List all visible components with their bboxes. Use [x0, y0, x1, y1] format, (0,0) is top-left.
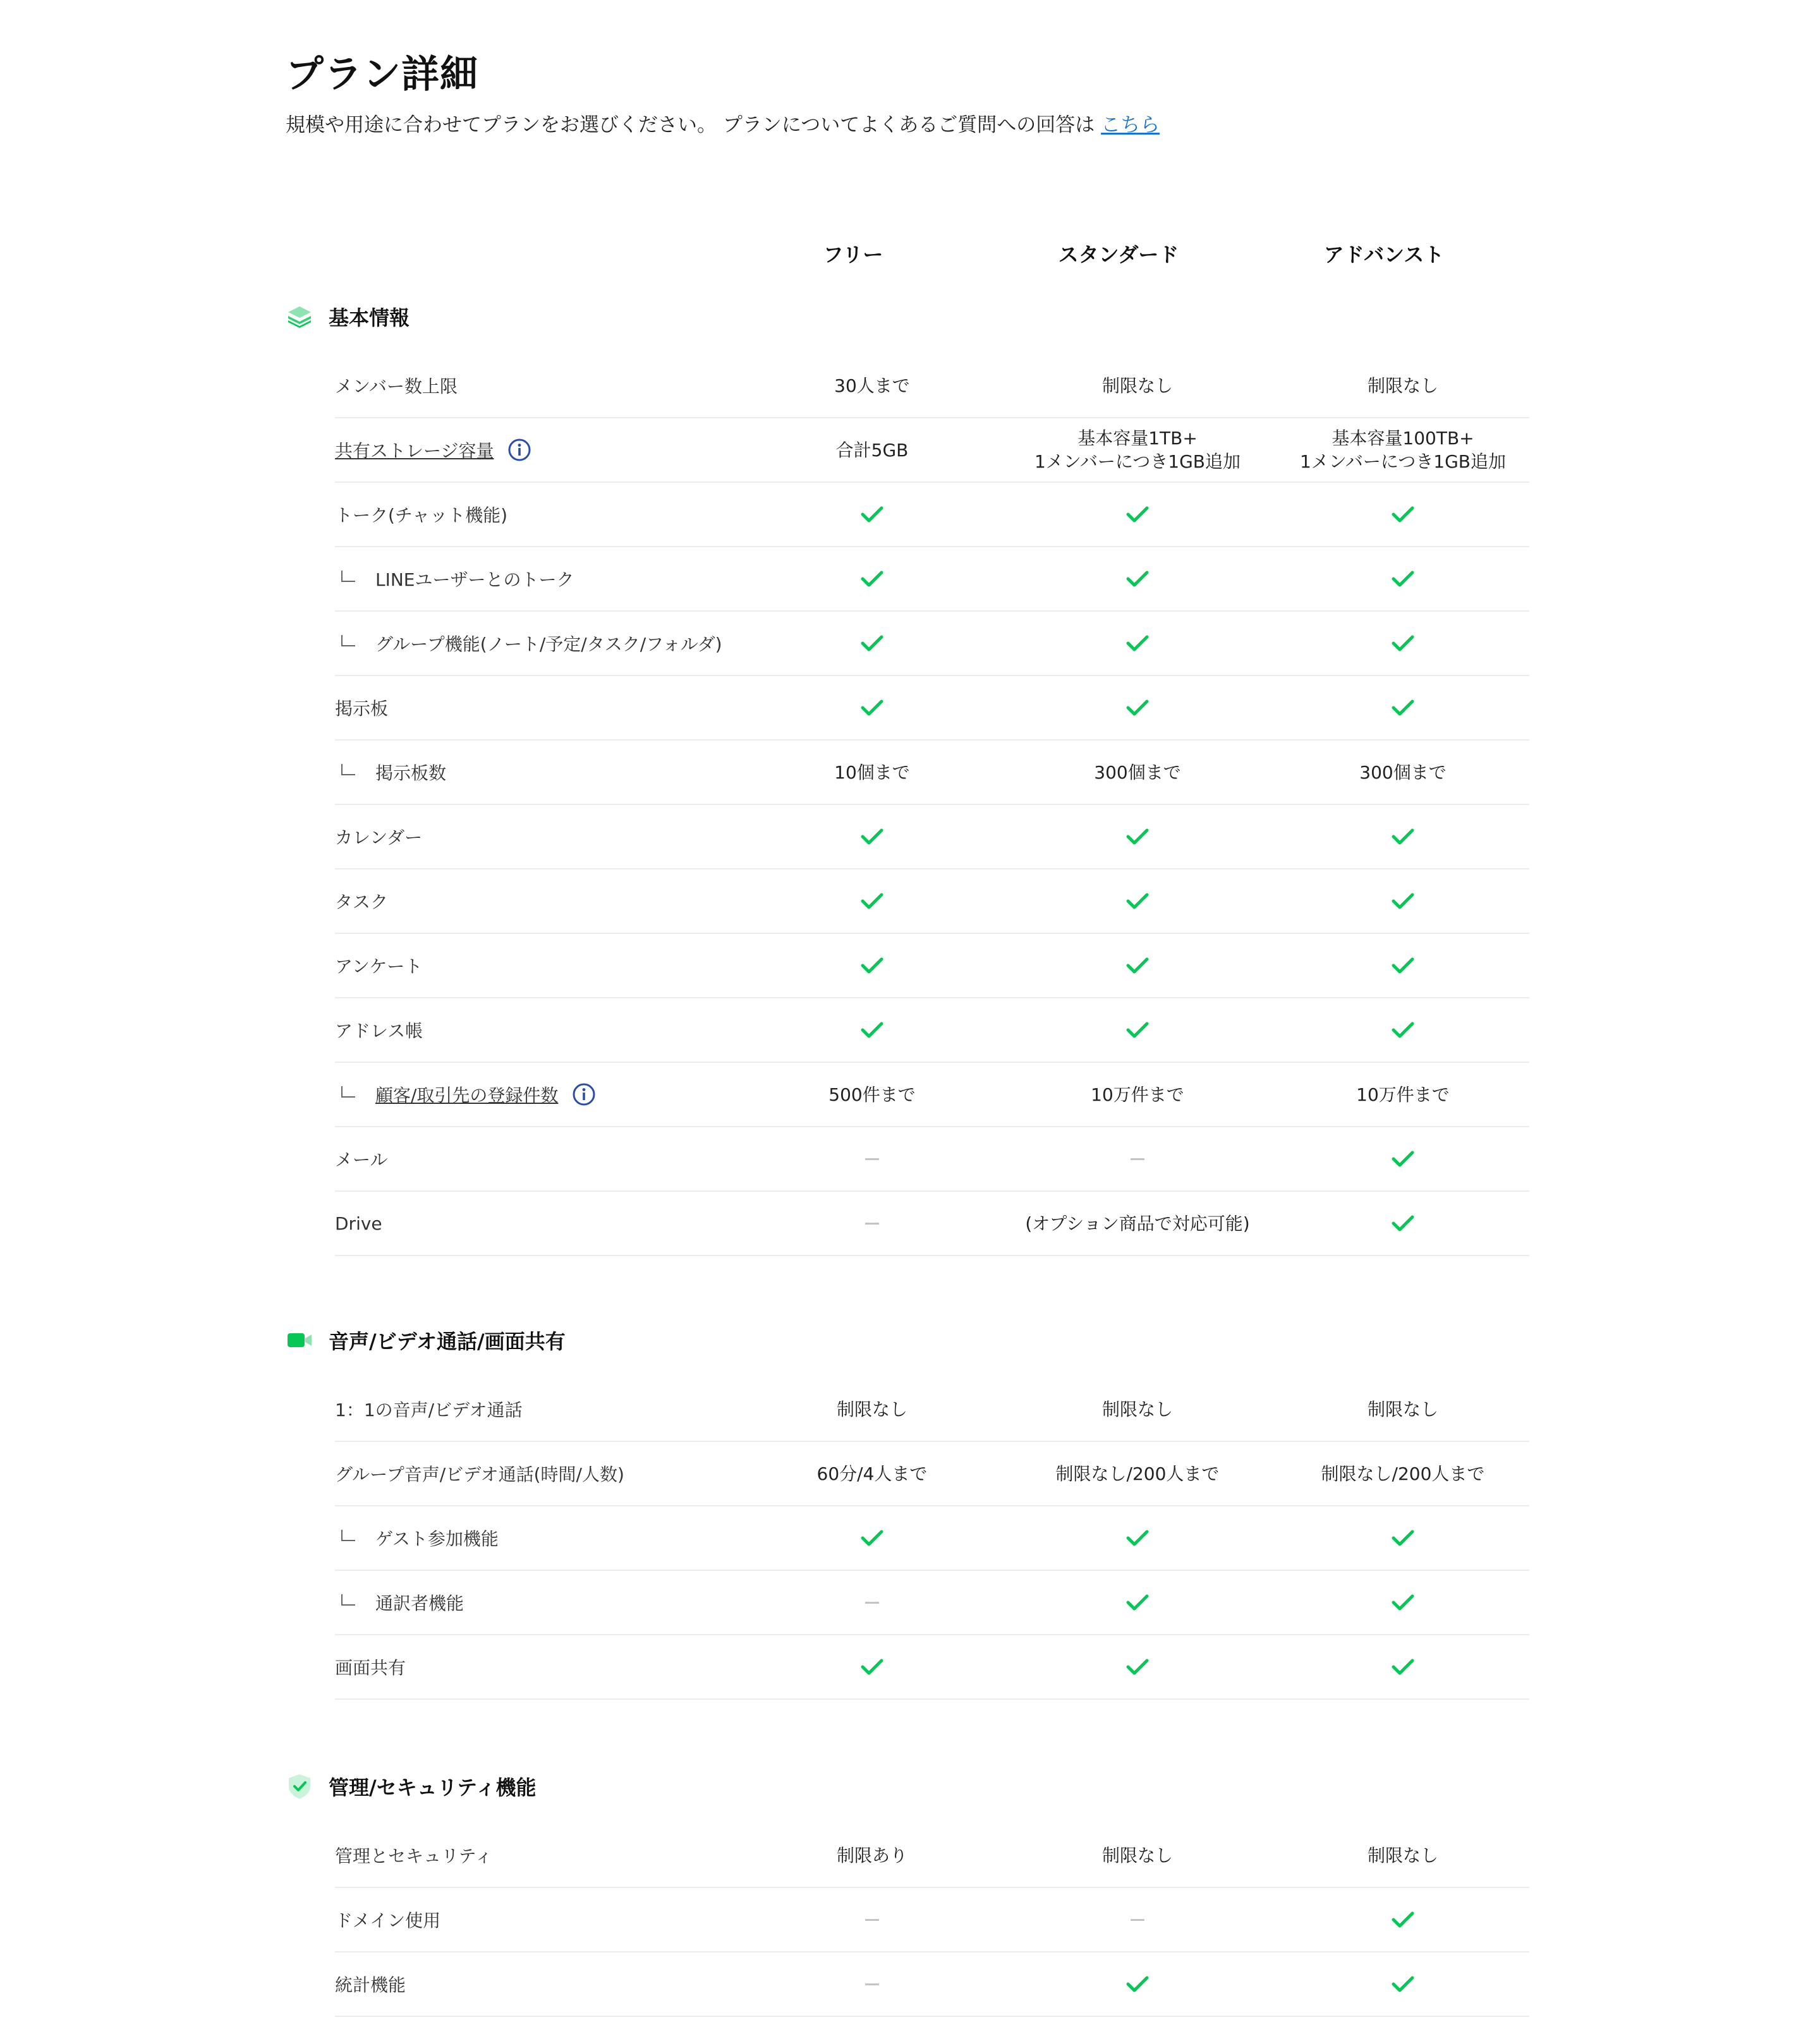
cell-standard — [1005, 354, 1270, 417]
cell-value: (オプション商品で対応可能) — [1025, 1213, 1250, 1234]
cell-value: 30人まで — [834, 375, 910, 396]
check-icon — [860, 827, 884, 846]
cell-value: 10万件まで — [1356, 1084, 1450, 1105]
check-icon — [860, 956, 884, 975]
cell-free — [739, 1824, 1005, 1887]
dash-icon — [865, 1158, 879, 1160]
feature-label — [335, 934, 422, 997]
table-row — [335, 1063, 1529, 1127]
feature-label-text: Drive — [335, 1213, 382, 1234]
info-icon[interactable] — [507, 438, 531, 462]
cell-standard — [1005, 483, 1270, 546]
feature-label — [335, 805, 422, 868]
sub-item-branch-icon — [341, 571, 355, 582]
dash-icon — [865, 1983, 879, 1985]
feature-label — [335, 1377, 523, 1441]
check-icon — [1391, 1975, 1415, 1994]
cell-free — [739, 418, 1005, 481]
cell-free — [739, 1377, 1005, 1441]
dash-icon — [1131, 1919, 1144, 1921]
cell-advanced — [1270, 418, 1536, 481]
feature-label — [335, 612, 722, 675]
cell-standard — [1005, 869, 1270, 933]
feature-label — [335, 1127, 387, 1190]
shield-check-icon — [286, 1772, 313, 1800]
table-row — [335, 676, 1529, 741]
feature-label-text: グループ機能(ノート/予定/タスク/フォルダ) — [375, 634, 722, 655]
check-icon — [1391, 892, 1415, 911]
cell-value: 制限なし — [1367, 1398, 1438, 1420]
cell-advanced — [1270, 1824, 1536, 1887]
cell-advanced — [1270, 483, 1536, 546]
feature-label[interactable] — [335, 418, 531, 481]
plan-header-free: フリー — [823, 243, 883, 267]
sub-item-branch-icon — [341, 1530, 355, 1541]
dash-icon — [865, 1602, 879, 1604]
check-icon — [1391, 634, 1415, 653]
cell-advanced — [1270, 869, 1536, 933]
dash-icon — [865, 1223, 879, 1225]
section-rows — [335, 1824, 1529, 2017]
cell-standard — [1005, 1063, 1270, 1126]
check-icon — [1391, 1149, 1415, 1168]
cell-standard — [1005, 1442, 1270, 1505]
feature-label-text: ゲスト参加機能 — [375, 1529, 499, 1549]
cell-standard — [1005, 1952, 1270, 2016]
cell-standard — [1005, 998, 1270, 1062]
feature-label — [335, 676, 388, 739]
table-row — [335, 1127, 1529, 1192]
table-row — [335, 998, 1529, 1063]
feature-label — [335, 547, 574, 610]
cell-standard — [1005, 676, 1270, 739]
dash-icon — [1131, 1158, 1144, 1160]
table-row — [335, 869, 1529, 934]
table-row — [335, 354, 1529, 418]
section-title-text: 基本情報 — [329, 306, 410, 330]
page-subtitle — [286, 109, 1160, 137]
check-icon — [1125, 1657, 1150, 1676]
cell-advanced — [1270, 1888, 1536, 1951]
cell-advanced — [1270, 1571, 1536, 1634]
cell-standard — [1005, 547, 1270, 610]
section-rows — [335, 354, 1529, 1256]
cell-standard — [1005, 1635, 1270, 1698]
layers-icon — [286, 303, 313, 330]
cell-value: 合計5GB — [835, 439, 909, 461]
section-rows — [335, 1377, 1529, 1700]
check-icon — [1391, 505, 1415, 524]
feature-label-text: カレンダー — [335, 827, 423, 848]
cell-free — [739, 869, 1005, 933]
cell-standard — [1005, 934, 1270, 997]
table-row — [335, 418, 1529, 483]
plan-header-standard: スタンダード — [1058, 243, 1179, 267]
section-title-text: 音声/ビデオ通話/画面共有 — [329, 1329, 566, 1353]
feature-label-text: 統計機能 — [335, 1975, 406, 1995]
cell-standard — [1005, 805, 1270, 868]
table-row — [335, 1824, 1529, 1888]
check-icon — [1391, 1593, 1415, 1612]
table-row — [335, 1192, 1529, 1256]
cell-free — [739, 934, 1005, 997]
cell-free — [739, 354, 1005, 417]
cell-value: 制限なし/200人まで — [1055, 1463, 1220, 1484]
cell-free — [739, 483, 1005, 546]
section-title-1 — [286, 302, 410, 331]
cell-value: 制限なし — [1101, 1844, 1173, 1866]
check-icon — [860, 1020, 884, 1039]
check-icon — [1391, 827, 1415, 846]
cell-free — [739, 1063, 1005, 1126]
feature-label-text: グループ音声/ビデオ通話(時間/人数) — [335, 1464, 624, 1485]
cell-standard — [1005, 1192, 1270, 1255]
cell-free — [739, 1952, 1005, 2016]
table-row — [335, 1952, 1529, 2017]
check-icon — [1391, 698, 1415, 717]
cell-free — [739, 998, 1005, 1062]
section-title-text: 管理/セキュリティ機能 — [329, 1776, 537, 1800]
cell-free — [739, 1192, 1005, 1255]
cell-advanced — [1270, 934, 1536, 997]
check-icon — [1125, 892, 1150, 911]
table-row — [335, 547, 1529, 612]
check-icon — [860, 1529, 884, 1547]
check-icon — [1125, 1020, 1150, 1039]
check-icon — [1391, 1657, 1415, 1676]
check-icon — [860, 569, 884, 588]
table-row — [335, 1635, 1529, 1700]
cell-value: 制限なし — [1101, 375, 1173, 396]
check-icon — [1125, 569, 1150, 588]
cell-advanced — [1270, 741, 1536, 804]
check-icon — [1125, 1593, 1150, 1612]
cell-value: 制限なし — [1101, 1398, 1173, 1420]
check-icon — [1125, 827, 1150, 846]
cell-value: 10個まで — [834, 761, 910, 783]
table-row — [335, 612, 1529, 676]
feature-label — [335, 998, 423, 1062]
check-icon — [1391, 1214, 1415, 1233]
cell-value: 60分/4人まで — [816, 1463, 928, 1484]
cell-advanced — [1270, 354, 1536, 417]
feature-label-text: アンケート — [335, 956, 423, 977]
check-icon — [860, 634, 884, 653]
table-row — [335, 1377, 1529, 1442]
section-title-2 — [286, 1326, 566, 1355]
check-icon — [1125, 698, 1150, 717]
cell-advanced — [1270, 1063, 1536, 1126]
feature-label-text: LINEユーザーとのトーク — [375, 569, 574, 590]
cell-value: 制限あり — [836, 1844, 907, 1866]
cell-advanced — [1270, 1506, 1536, 1570]
check-icon — [1391, 569, 1415, 588]
table-row — [335, 934, 1529, 998]
sub-item-branch-icon — [341, 1594, 355, 1606]
cell-advanced — [1270, 1442, 1536, 1505]
cell-value: 制限なし — [1367, 1844, 1438, 1866]
cell-free — [739, 1635, 1005, 1698]
subtitle-text: 規模や用途に合わせてプランをお選びください。 プランについてよくあるご質問への回答は — [286, 114, 1095, 136]
feature-label-text: 掲示板数 — [375, 763, 447, 784]
table-row — [335, 805, 1529, 869]
cell-advanced — [1270, 1952, 1536, 2016]
cell-advanced — [1270, 676, 1536, 739]
feature-label-text: メール — [335, 1149, 388, 1170]
cell-free — [739, 1506, 1005, 1570]
cell-advanced — [1270, 998, 1536, 1062]
feature-label — [335, 1952, 406, 2016]
cell-value: 基本容量100TB+ 1メンバーにつき1GB追加 — [1299, 428, 1507, 472]
table-row — [335, 1442, 1529, 1506]
table-row — [335, 1506, 1529, 1571]
check-icon — [860, 892, 884, 911]
cell-value: 基本容量1TB+ 1メンバーにつき1GB追加 — [1034, 428, 1241, 472]
table-row — [335, 483, 1529, 547]
cell-standard — [1005, 741, 1270, 804]
feature-label-text: メンバー数上限 — [335, 376, 458, 397]
feature-label-text: タスク — [335, 892, 389, 912]
feature-label — [335, 483, 507, 546]
feature-label-text: 画面共有 — [335, 1657, 406, 1678]
check-icon — [1391, 1910, 1415, 1929]
page-title: プラン詳細 — [286, 52, 478, 97]
cell-free — [739, 1571, 1005, 1634]
cell-standard — [1005, 1824, 1270, 1887]
table-row — [335, 1571, 1529, 1635]
check-icon — [860, 505, 884, 524]
feature-label — [335, 869, 388, 933]
section-title-3 — [286, 1772, 537, 1801]
info-icon[interactable] — [572, 1082, 596, 1106]
check-icon — [1391, 1529, 1415, 1547]
cell-advanced — [1270, 547, 1536, 610]
check-icon — [1391, 1020, 1415, 1039]
feature-label — [335, 1506, 499, 1570]
check-icon — [1125, 956, 1150, 975]
sub-item-branch-icon — [341, 1086, 355, 1098]
table-row — [335, 741, 1529, 805]
cell-free — [739, 676, 1005, 739]
feature-label — [335, 1824, 492, 1887]
feature-label-text: 通訳者機能 — [375, 1593, 464, 1614]
feature-label-text: ドメイン使用 — [335, 1910, 441, 1931]
cell-standard — [1005, 612, 1270, 675]
cell-standard — [1005, 1888, 1270, 1951]
feature-label-text: 掲示板 — [335, 698, 389, 719]
check-icon — [1125, 1975, 1150, 1994]
feature-label — [335, 1888, 440, 1951]
cell-advanced — [1270, 1127, 1536, 1190]
feature-label-text: 1：1の音声/ビデオ通話 — [335, 1400, 523, 1420]
feature-label — [335, 354, 458, 417]
cell-advanced — [1270, 1192, 1536, 1255]
cell-standard — [1005, 1127, 1270, 1190]
cell-value: 制限なし/200人まで — [1321, 1463, 1485, 1484]
cell-free — [739, 1127, 1005, 1190]
cell-advanced — [1270, 1635, 1536, 1698]
check-icon — [860, 1657, 884, 1676]
cell-value: 10万件まで — [1091, 1084, 1184, 1105]
cell-free — [739, 612, 1005, 675]
dash-icon — [865, 1919, 879, 1921]
feature-label — [335, 741, 446, 804]
cell-value: 300個まで — [1359, 761, 1447, 783]
feature-label-text: トーク(チャット機能) — [335, 505, 508, 526]
check-icon — [1125, 505, 1150, 524]
cell-advanced — [1270, 1377, 1536, 1441]
feature-label-text: アドレス帳 — [335, 1020, 423, 1041]
cell-value: 制限なし — [1367, 375, 1438, 396]
sub-item-branch-icon — [341, 635, 355, 646]
cell-standard — [1005, 1571, 1270, 1634]
feature-label-text[interactable]: 顧客/取引先の登録件数 — [375, 1085, 559, 1106]
feature-label — [335, 1442, 624, 1505]
cell-free — [739, 1888, 1005, 1951]
cell-advanced — [1270, 805, 1536, 868]
table-row — [335, 1888, 1529, 1952]
feature-label — [335, 1635, 406, 1698]
cell-free — [739, 547, 1005, 610]
sub-item-branch-icon — [341, 764, 355, 775]
feature-label — [335, 1571, 464, 1634]
check-icon — [860, 698, 884, 717]
check-icon — [1125, 1529, 1150, 1547]
cell-standard — [1005, 418, 1270, 481]
feature-label[interactable] — [335, 1063, 596, 1126]
cell-free — [739, 805, 1005, 868]
feature-label-text: 管理とセキュリティ — [335, 1846, 493, 1867]
cell-value: 500件まで — [828, 1084, 916, 1105]
cell-free — [739, 741, 1005, 804]
feature-label — [335, 1192, 382, 1255]
cell-free — [739, 1442, 1005, 1505]
cell-standard — [1005, 1377, 1270, 1441]
cell-advanced — [1270, 612, 1536, 675]
plan-header-advanced: アドバンスト — [1323, 243, 1445, 267]
faq-link[interactable]: こちら — [1101, 114, 1160, 136]
cell-standard — [1005, 1506, 1270, 1570]
check-icon — [1391, 956, 1415, 975]
video-camera-icon — [286, 1326, 313, 1354]
cell-value: 制限なし — [836, 1398, 907, 1420]
check-icon — [1125, 634, 1150, 653]
feature-label-text[interactable]: 共有ストレージ容量 — [335, 440, 494, 461]
cell-value: 300個まで — [1094, 761, 1181, 783]
